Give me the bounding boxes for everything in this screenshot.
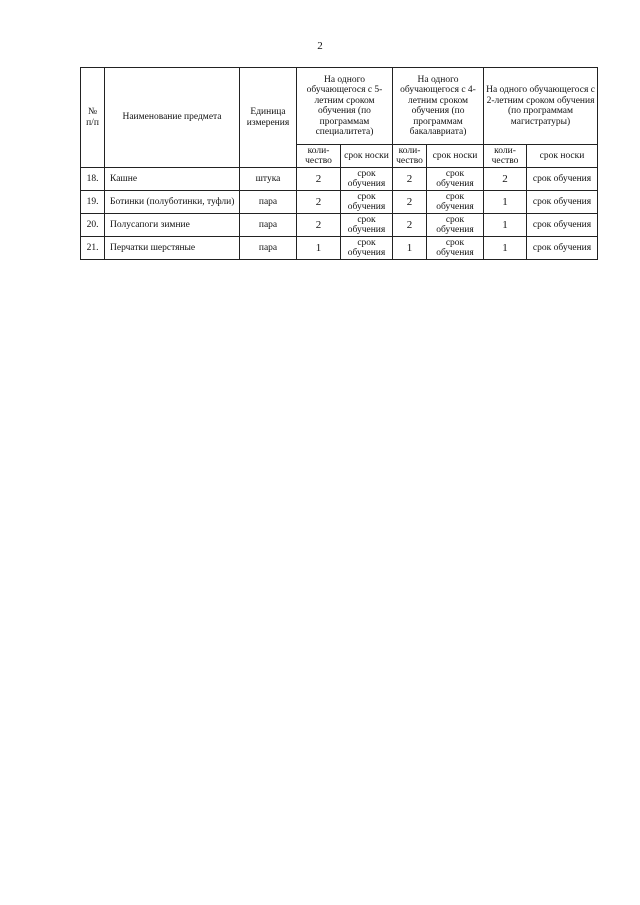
row-term: срок обучения xyxy=(527,214,598,237)
row-num: 21. xyxy=(81,237,105,260)
row-name: Полусапоги зимние xyxy=(105,214,240,237)
row-qty: 1 xyxy=(484,191,527,214)
row-term: срок обучения xyxy=(341,214,393,237)
row-num: 20. xyxy=(81,214,105,237)
row-qty: 1 xyxy=(393,237,427,260)
header-name: Наименование предмета xyxy=(105,68,240,168)
items-table xyxy=(80,67,598,260)
row-qty: 2 xyxy=(393,168,427,191)
row-qty: 2 xyxy=(484,168,527,191)
table-row xyxy=(81,191,598,214)
row-qty: 1 xyxy=(484,237,527,260)
row-qty: 2 xyxy=(297,168,341,191)
header-num: № п/п xyxy=(81,68,105,168)
row-num: 19. xyxy=(81,191,105,214)
header-qty: коли-чество xyxy=(297,145,341,168)
row-term: срок обучения xyxy=(527,191,598,214)
header-group-bachelor: На одного обучающегося с 4-летним сроком обучения (по программам бакалавриата) xyxy=(393,68,484,145)
row-term: срок обучения xyxy=(527,237,598,260)
table-row xyxy=(81,168,598,191)
row-unit: пара xyxy=(240,237,297,260)
row-term: срок обучения xyxy=(427,191,484,214)
header-group-master: На одного обучающегося с 2-летним сроком обучения (по программам магистратуры) xyxy=(484,68,598,145)
row-term: срок обучения xyxy=(341,237,393,260)
header-qty: коли-чество xyxy=(484,145,527,168)
row-term: срок обучения xyxy=(427,168,484,191)
row-qty: 1 xyxy=(484,214,527,237)
header-term: срок носки xyxy=(341,145,393,168)
row-num: 18. xyxy=(81,168,105,191)
row-unit: штука xyxy=(240,168,297,191)
table-row xyxy=(81,237,598,260)
row-qty: 2 xyxy=(393,191,427,214)
header-unit: Единица измерения xyxy=(240,68,297,168)
row-qty: 2 xyxy=(297,191,341,214)
row-term: срок обучения xyxy=(427,214,484,237)
row-term: срок обучения xyxy=(341,168,393,191)
row-name: Ботинки (полуботинки, туфли) xyxy=(105,191,240,214)
row-name: Кашне xyxy=(105,168,240,191)
header-row-groups xyxy=(81,68,598,145)
row-term: срок обучения xyxy=(427,237,484,260)
row-term: срок обучения xyxy=(527,168,598,191)
row-unit: пара xyxy=(240,214,297,237)
header-term: срок носки xyxy=(427,145,484,168)
header-group-specialist: На одного обучающегося с 5-летним сроком обучения (по программам специалитета) xyxy=(297,68,393,145)
row-unit: пара xyxy=(240,191,297,214)
table-row xyxy=(81,214,598,237)
page-number: 2 xyxy=(317,40,323,52)
row-qty: 1 xyxy=(297,237,341,260)
header-term: срок носки xyxy=(527,145,598,168)
row-qty: 2 xyxy=(393,214,427,237)
row-qty: 2 xyxy=(297,214,341,237)
header-qty: коли-чество xyxy=(393,145,427,168)
row-term: срок обучения xyxy=(341,191,393,214)
row-name: Перчатки шерстяные xyxy=(105,237,240,260)
